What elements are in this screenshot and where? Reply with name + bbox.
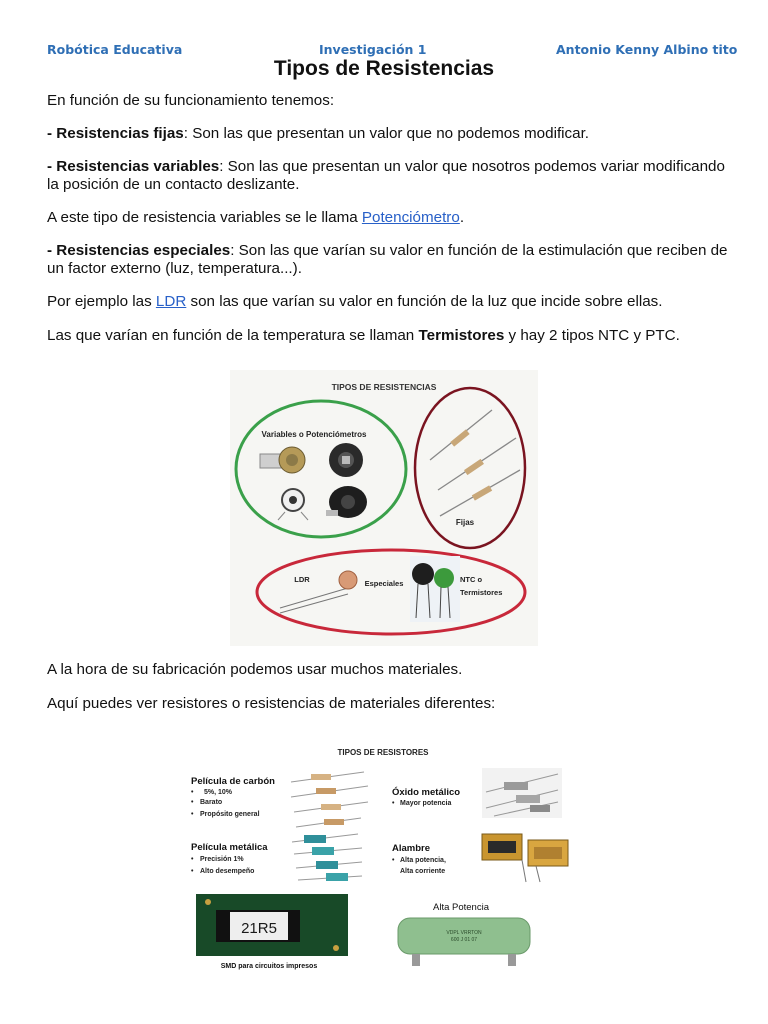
variables-label: - Resistencias variables — [47, 158, 220, 175]
svg-text:•: • — [191, 811, 194, 818]
especiales-label: - Resistencias especiales — [47, 242, 231, 259]
fabricacion-paragraph: A la hora de su fabricación podemos usar muchos materiales. — [47, 661, 463, 678]
alambre-item: Alta potencia, — [400, 857, 446, 864]
svg-text:•: • — [392, 800, 395, 807]
fig1-ldr-label: LDR — [294, 575, 310, 584]
svg-text:•: • — [191, 789, 194, 796]
fig1-ntc-line2: Termistores — [460, 588, 503, 597]
termo-post: y hay 2 tipos NTC y PTC. — [504, 327, 680, 344]
variables-text: : Son las que presentan un valor que nosotros podemos variar modificando la posición de un contacto deslizante. — [47, 158, 725, 193]
especiales-paragraph — [47, 242, 737, 278]
especiales-text: : Son las que varían su valor en función de la estimulación que reciben de un factor externo (luz, temperatura...). — [47, 242, 728, 277]
fig1-fijas-label: Fijas — [455, 518, 475, 527]
alambre-title: Alambre — [392, 843, 431, 854]
fig1-especiales-label: Especiales — [364, 579, 404, 588]
termo-bold: Termistores — [418, 327, 505, 344]
smd-code: 21R5 — [241, 920, 277, 937]
thermistor-icon — [410, 556, 460, 622]
metalica-item: Alto desempeño — [200, 868, 255, 875]
ldr-paragraph — [47, 293, 737, 311]
svg-text:•: • — [191, 868, 194, 875]
fig1-variables-label: Variables o Potenciómetros — [261, 430, 367, 439]
alta-potencia-label: Alta Potencia — [433, 902, 489, 913]
intro-paragraph: En función de su funcionamiento tenemos: — [47, 92, 335, 109]
fig2-title: TIPOS DE RESISTORES — [337, 748, 429, 757]
termistores-paragraph — [47, 327, 737, 345]
metalica-title: Película metálica — [191, 842, 268, 853]
alambre-item: Alta corriente — [400, 868, 446, 875]
carbon-title: Película de carbón — [191, 776, 275, 787]
page-title: Tipos de Resistencias — [273, 57, 495, 80]
high-power-label-2: 600 J 01 07 — [450, 937, 478, 943]
svg-text:•: • — [191, 799, 194, 806]
pot-pre: A este tipo de resistencia variables se le llama — [47, 209, 362, 226]
tipos-resistores-figure — [186, 742, 580, 978]
carbon-item: Barato — [200, 799, 223, 806]
smd-caption: SMD para circuitos impresos — [220, 963, 318, 970]
oxido-item: Mayor potencia — [400, 800, 452, 807]
header-left: Robótica Educativa — [47, 42, 183, 57]
fijas-paragraph — [47, 125, 737, 143]
fig1-title: TIPOS DE RESISTENCIAS — [331, 382, 437, 392]
carbon-item: 5%, 10% — [204, 789, 233, 796]
svg-text:•: • — [392, 857, 395, 864]
materiales-paragraph: Aquí puedes ver resistores o resistencias de materiales diferentes: — [47, 695, 496, 712]
tipos-resistencias-figure — [230, 370, 538, 646]
pot-post: . — [459, 209, 465, 226]
potenciometro-paragraph — [47, 209, 737, 227]
fig1-ntc-line1: NTC o — [460, 575, 483, 584]
carbon-item: Propósito general — [200, 811, 260, 818]
ldr-link[interactable]: LDR — [155, 293, 187, 310]
ldr-pre: Por ejemplo las — [47, 293, 156, 310]
fijas-text: : Son las que presentan un valor que no podemos modificar. — [183, 125, 590, 142]
metalica-item: Precisión 1% — [200, 856, 244, 863]
termo-pre: Las que varían en función de la temperatura se llaman — [47, 327, 419, 344]
header-center: Investigación 1 — [319, 42, 427, 57]
svg-text:•: • — [191, 856, 194, 863]
metal-oxide-resistors-icon — [482, 768, 562, 818]
variables-paragraph — [47, 158, 737, 194]
high-power-label-1: VDPL VRRTON — [446, 930, 482, 936]
trimmer-dial-icon — [329, 443, 363, 477]
header-right: Antonio Kenny Albino tito — [556, 42, 738, 57]
oxido-title: Óxido metálico — [392, 787, 461, 798]
ldr-post: son las que varían su valor en función de la luz que incide sobre ellas. — [186, 293, 663, 310]
potenciometro-link[interactable]: Potenciómetro — [361, 209, 460, 226]
fijas-label: - Resistencias fijas — [47, 125, 184, 142]
